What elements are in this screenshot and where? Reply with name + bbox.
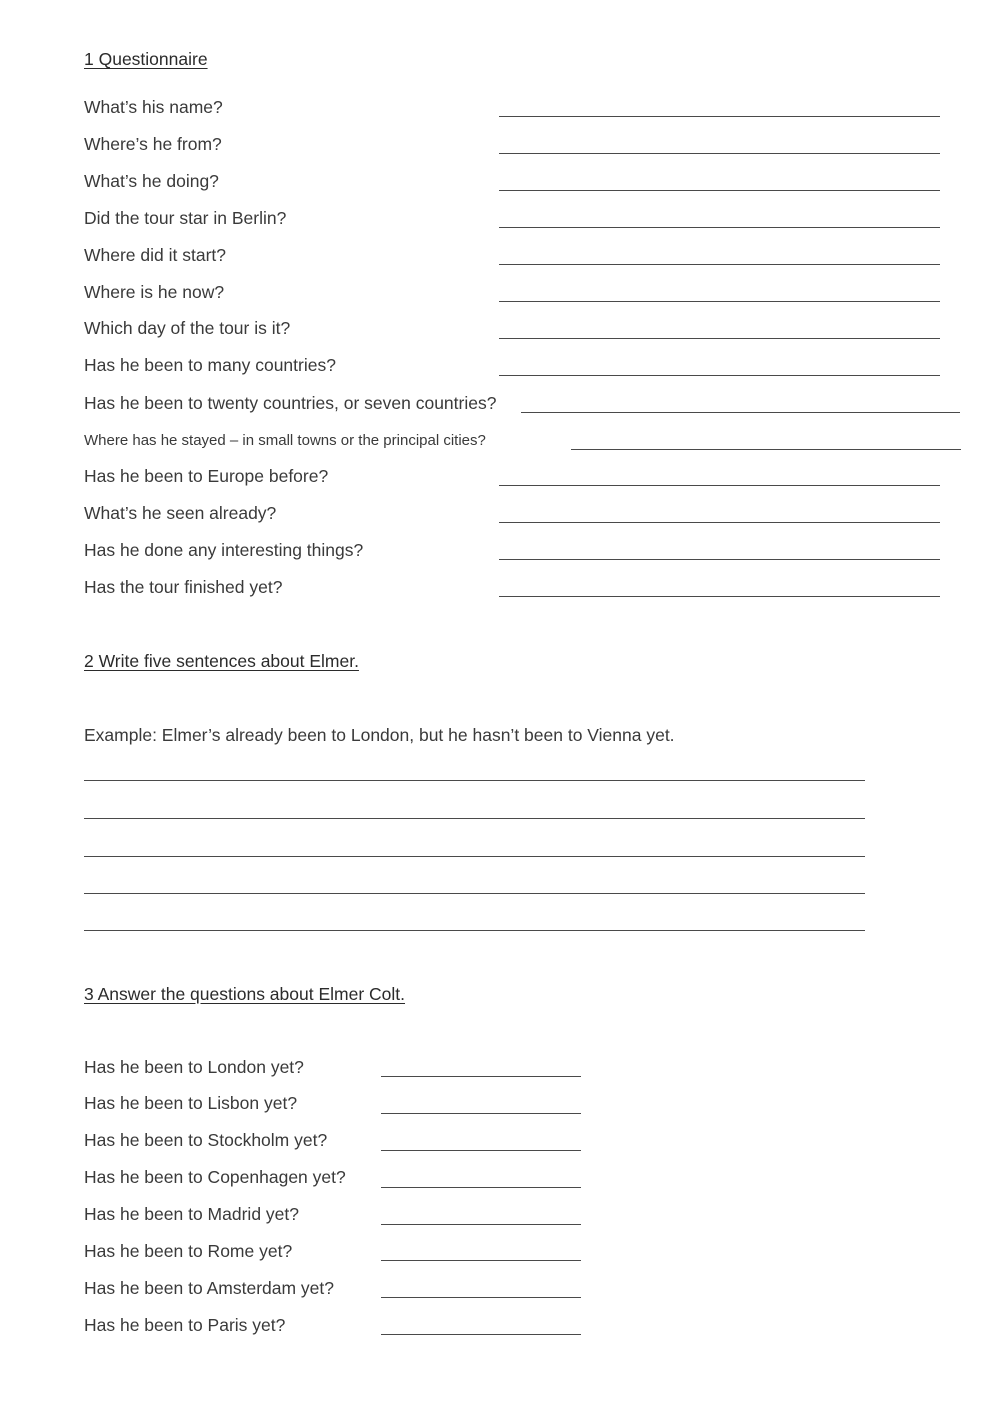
s1-answer-line-11[interactable] (499, 485, 940, 486)
s3-question-7: Has he been to Amsterdam yet? (84, 1278, 334, 1298)
s1-answer-line-8[interactable] (499, 375, 940, 376)
s3-answer-line-5[interactable] (381, 1224, 581, 1225)
s1-question-5: Where did it start? (84, 245, 226, 265)
sentence-line-4[interactable] (84, 893, 865, 894)
s1-question-6: Where is he now? (84, 282, 225, 302)
s3-answer-line-1[interactable] (381, 1076, 581, 1077)
s1-question-12: What’s he seen already? (84, 503, 277, 523)
s1-question-8: Has he been to many countries? (84, 355, 336, 375)
example-sentence: Example: Elmer’s already been to London, but he hasn’t been to Vienna yet. (84, 725, 675, 745)
s1-answer-line-14[interactable] (499, 596, 940, 597)
s3-question-1: Has he been to London yet? (84, 1057, 304, 1077)
s1-answer-line-6[interactable] (499, 301, 940, 302)
s1-answer-line-10[interactable] (571, 449, 961, 450)
s3-answer-line-8[interactable] (381, 1334, 581, 1335)
s1-answer-line-2[interactable] (499, 153, 940, 154)
s1-answer-line-12[interactable] (499, 522, 940, 523)
s3-question-3: Has he been to Stockholm yet? (84, 1130, 328, 1150)
s3-answer-line-6[interactable] (381, 1260, 581, 1261)
s3-answer-line-7[interactable] (381, 1297, 581, 1298)
s3-answer-line-3[interactable] (381, 1150, 581, 1151)
s1-question-3: What’s he doing? (84, 171, 219, 191)
s3-question-2: Has he been to Lisbon yet? (84, 1093, 298, 1113)
s3-question-8: Has he been to Paris yet? (84, 1315, 286, 1335)
s1-question-10: Where has he stayed – in small towns or the principal cities? (84, 432, 486, 449)
section2-heading: 2 Write five sentences about Elmer. (84, 651, 359, 671)
s3-question-4: Has he been to Copenhagen yet? (84, 1167, 346, 1187)
s1-question-14: Has the tour finished yet? (84, 577, 283, 597)
s3-answer-line-2[interactable] (381, 1113, 581, 1114)
sentence-line-2[interactable] (84, 818, 865, 819)
s3-answer-line-4[interactable] (381, 1187, 581, 1188)
section3-heading: 3 Answer the questions about Elmer Colt. (84, 984, 406, 1004)
s1-question-1: What’s his name? (84, 97, 223, 117)
s1-question-9: Has he been to twenty countries, or seven countries? (84, 393, 497, 413)
s1-question-4: Did the tour star in Berlin? (84, 208, 287, 228)
s1-answer-line-7[interactable] (499, 338, 940, 339)
s1-answer-line-9[interactable] (521, 412, 960, 413)
s1-answer-line-5[interactable] (499, 264, 940, 265)
s1-answer-line-1[interactable] (499, 116, 940, 117)
sentence-line-5[interactable] (84, 930, 865, 931)
s1-question-11: Has he been to Europe before? (84, 466, 329, 486)
s3-question-6: Has he been to Rome yet? (84, 1241, 293, 1261)
s1-question-2: Where’s he from? (84, 134, 222, 154)
s1-answer-line-4[interactable] (499, 227, 940, 228)
section1-heading: 1 Questionnaire (84, 49, 208, 69)
s1-answer-line-13[interactable] (499, 559, 940, 560)
s1-answer-line-3[interactable] (499, 190, 940, 191)
s1-question-13: Has he done any interesting things? (84, 540, 364, 560)
sentence-line-1[interactable] (84, 780, 865, 781)
sentence-line-3[interactable] (84, 856, 865, 857)
s3-question-5: Has he been to Madrid yet? (84, 1204, 299, 1224)
s1-question-7: Which day of the tour is it? (84, 318, 291, 338)
